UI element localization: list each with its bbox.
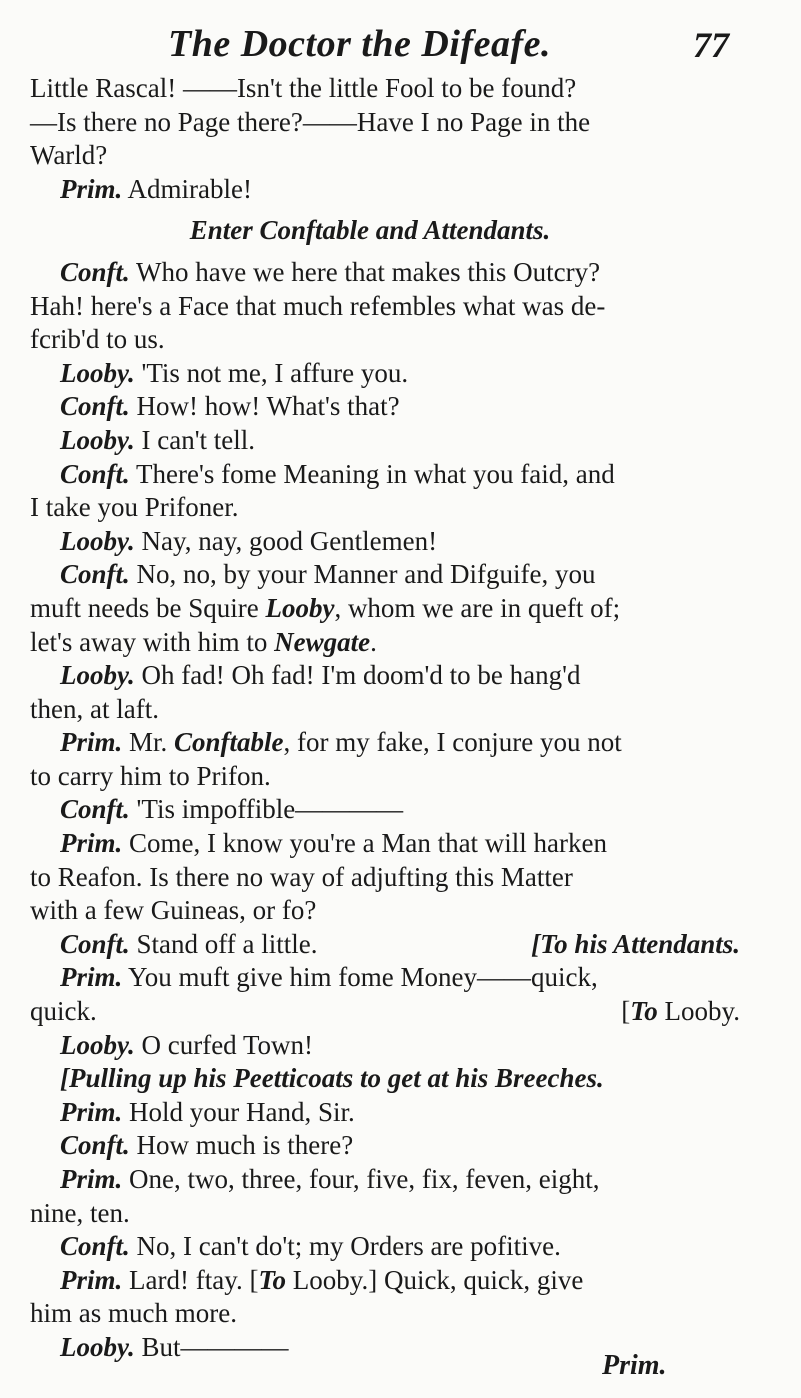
text-line: let's away with him to Newgate. [30, 626, 377, 657]
speaker-name: Conft. [60, 1130, 130, 1161]
dialogue-line: Looby. I can't tell. [60, 424, 256, 455]
dialogue-line: Prim. Hold your Hand, Sir. [60, 1096, 355, 1127]
text-line: with a few Guineas, or fo? [30, 895, 317, 926]
catchword: Prim. [602, 1350, 667, 1381]
dialogue-line: Prim. You muft give him fome Money——quick, [60, 962, 598, 993]
text-line: —Is there no Page there?——Have I no Page in the [30, 106, 591, 137]
speaker-name: Conft. [60, 391, 130, 422]
speaker-name: Conft. [60, 458, 130, 489]
speaker-name: Looby. [60, 660, 135, 691]
text-line: then, at laft. [30, 693, 159, 724]
text-line: to carry him to Prifon. [30, 760, 271, 791]
stage-direction: [To his Attendants. [531, 928, 740, 959]
dialogue-line: Conft. 'Tis impoffible———— [60, 794, 404, 825]
dialogue-line: Prim. Come, I know you're a Man that will harken [60, 828, 608, 859]
text-line: quick. [To Looby. [30, 995, 740, 1029]
speaker-name: Conft. [60, 928, 130, 959]
text-line: to Reafon. Is there no way of adjufting this Matter [30, 861, 573, 892]
dialogue-line: Looby. Oh fad! Oh fad! I'm doom'd to be hang'd [60, 660, 581, 691]
text-line: muft needs be Squire Looby, whom we are in queft of; [30, 592, 621, 623]
dialogue-line: Conft. No, I can't do't; my Orders are pofitive. [60, 1231, 561, 1262]
dialogue-line: Conft. Who have we here that makes this Outcry? [60, 256, 601, 287]
dialogue-line: Prim. Admirable! [60, 173, 252, 204]
text-line: fcrib'd to us. [30, 324, 165, 355]
speaker-name: Prim. [60, 962, 123, 993]
body-text [30, 72, 740, 1365]
stage-direction: Enter Conftable and Attendants. [189, 215, 551, 246]
speaker-name: Looby. [60, 1029, 135, 1060]
speaker-name: Looby. [60, 1331, 135, 1362]
dialogue-line: Prim. Lard! ftay. [To Looby.] Quick, quick, give [60, 1264, 584, 1295]
speaker-name: Looby. [60, 357, 135, 388]
page-number: 77 [693, 25, 729, 65]
stage-direction: [Pulling up his Peetticoats to get at his Breeches. [60, 1063, 604, 1094]
speaker-name: Prim. [60, 727, 123, 758]
speaker-name: Looby. [60, 525, 135, 556]
dialogue-line: Prim. Mr. Conftable, for my fake, I conjure you not [60, 727, 622, 758]
dialogue-line: Looby. O curfed Town! [60, 1029, 314, 1060]
dialogue-line: Conft. No, no, by your Manner and Difguife, you [60, 559, 596, 590]
dialogue-line: Conft. Stand off a little. [To his Attendants. [30, 928, 740, 962]
dialogue-line: Conft. There's fome Meaning in what you faid, and [60, 458, 615, 489]
running-title: The Doctor the Difeafe. [168, 23, 551, 65]
speaker-name: Prim. [60, 1096, 123, 1127]
dialogue-line: Prim. One, two, three, four, five, fix, feven, eight, [60, 1164, 600, 1194]
speaker-name: Conft. [60, 794, 130, 825]
text-line: Warld? [30, 140, 108, 171]
speaker-name: Conft. [60, 256, 130, 287]
speaker-name: Conft. [60, 559, 130, 590]
dialogue-line: Conft. How! how! What's that? [60, 391, 400, 422]
speaker-name: Conft. [60, 1231, 130, 1262]
speaker-name: Prim. [60, 173, 123, 204]
speaker-name: Prim. [60, 1264, 123, 1295]
speaker-name: Prim. [60, 828, 123, 859]
dialogue-line: Looby. But———— [60, 1331, 289, 1362]
dialogue-line: Conft. How much is there? [60, 1130, 354, 1161]
speaker-name: Looby. [60, 424, 135, 455]
dialogue-line: Looby. Nay, nay, good Gentlemen! [60, 525, 438, 556]
text-line: Hah! here's a Face that much refembles what was de- [30, 290, 606, 321]
text-line: him as much more. [30, 1298, 237, 1329]
text-line: I take you Prifoner. [30, 492, 239, 523]
speaker-name: Prim. [60, 1164, 123, 1194]
stage-direction: [To Looby. [621, 996, 740, 1027]
dialogue-line: Looby. 'Tis not me, I affure you. [60, 357, 409, 388]
text-line: Little Rascal! ——Isn't the little Fool to be found? [30, 73, 577, 103]
text-line: nine, ten. [30, 1197, 130, 1228]
